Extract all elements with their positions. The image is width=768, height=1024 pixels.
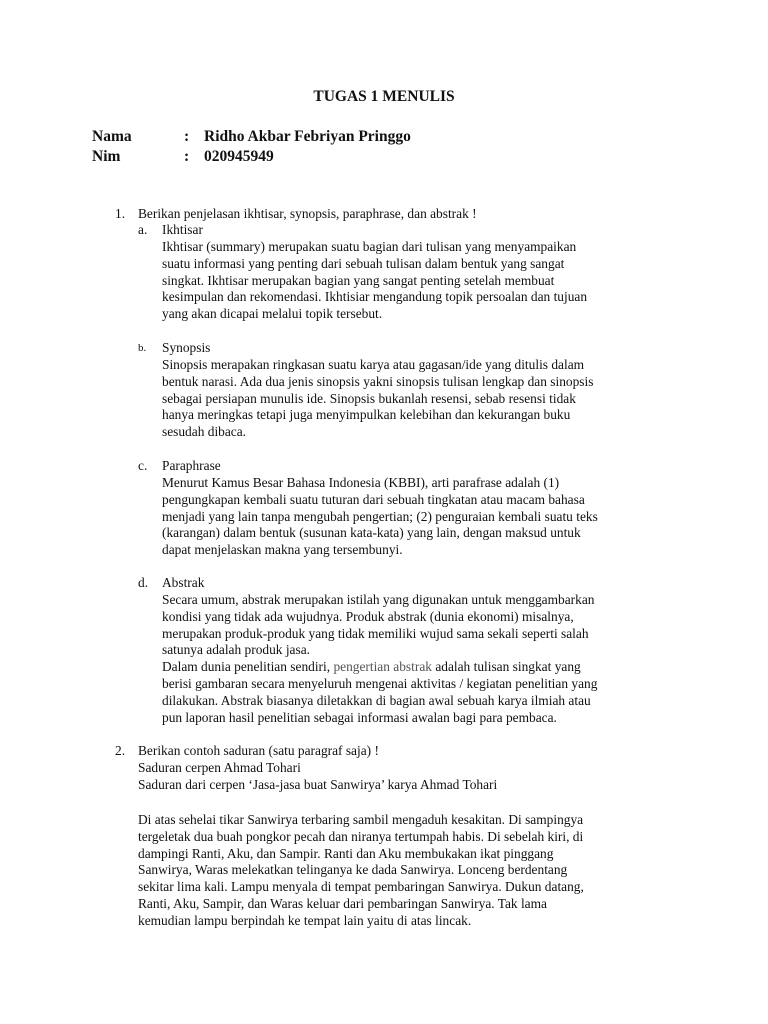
q1a-line: singkat. Ikhtisar merupakan bagian yang sangat penting setelah membuat [162, 272, 555, 288]
q1c-line: Menurut Kamus Besar Bahasa Indonesia (KBBI), arti parafrase adalah (1) [162, 475, 560, 490]
nim-label: Nim [92, 148, 121, 165]
q1b-line: bentuk narasi. Ada dua jenis sinopsis yakni sinopsis tulisan lengkap dan sinopsis [162, 373, 594, 389]
q1b-line: sebagai persiapan munulis ide. Sinopsis bukanlah resensi, sebab resensi tidak [162, 390, 576, 406]
q1b-line: sesudah dibaca. [162, 424, 247, 440]
q1d-line: Secara umum, abstrak merupakan istilah yang digunakan untuk menggambarkan [162, 592, 595, 607]
q1-number: 1. [115, 206, 126, 221]
q1b-heading: Synopsis [162, 340, 211, 355]
q1c-line: (karangan) dalam bentuk (susunan kata-kata) yang lain, dengan maksud untuk [162, 525, 581, 541]
q1a-heading: Ikhtisar [162, 222, 203, 237]
q1d-line-post: adalah tulisan singkat yang [431, 659, 581, 675]
q1b-marker: b. [138, 342, 147, 354]
pengertian-abstrak-link[interactable]: pengertian abstrak [333, 659, 432, 675]
q1b-line: hanya meringkas tetapi juga menyimpulkan kelebihan dan kekurangan buku [162, 407, 571, 423]
q1c-line: pengungkapan kembali suatu tuturan dari sebuah tingkatan atau macam bahasa [162, 491, 585, 507]
q1d-marker: d. [138, 575, 149, 590]
q1a-line: suatu informasi yang penting dari sebuah tulisan dalam bentuk yang sangat [162, 255, 565, 271]
q2-paragraph-line: dampingi Ranti, Aku, dan Sampir. Ranti dan Aku membukakan ikat pinggang [138, 845, 554, 861]
q2-question: Berikan contoh saduran (satu paragraf saja) ! [138, 743, 379, 758]
q1d-line: kondisi yang tidak ada wujudnya. Produk abstrak (dunia ekonomi) misalnya, [162, 608, 574, 624]
q1-question: Berikan penjelasan ikhtisar, synopsis, paraphrase, dan abstrak ! [138, 206, 477, 221]
q2-paragraph-line: Ranti, Aku, Sampir, dan Waras keluar dari pembaringan Sanwirya. Tak lama [138, 895, 547, 911]
q1d-line: pun laporan hasil penelitian sebagai informasi awalan bagi para pembaca. [162, 709, 557, 725]
q2-number: 2. [115, 743, 126, 758]
nama-label: Nama [92, 128, 132, 145]
q2-subtitle-2: Saduran dari cerpen ‘Jasa-jasa buat Sanwirya’ karya Ahmad Tohari [138, 777, 498, 792]
q1a-line: kesimpulan dan rekomendasi. Ikhtisiar mengandung topik persoalan dan tujuan [162, 289, 588, 305]
q2-paragraph-line: sekitar lima kali. Lampu menyala di tempat pembaringan Sanwirya. Dukun datang, [138, 879, 584, 895]
q1b-body [162, 357, 593, 441]
q2-paragraph-line: Di atas sehelai tikar Sanwirya terbaring sambil mengaduh kesakitan. Di sampingya [138, 812, 584, 827]
q1d-heading: Abstrak [162, 575, 205, 590]
q1d-line: satunya adalah produk jasa. [162, 642, 310, 658]
q1c-body [162, 475, 598, 559]
nama-value: Ridho Akbar Febriyan Pringgo [204, 128, 411, 145]
q1a-line: Ikhtisar (summary) merupakan suatu bagian dari tulisan yang menyampaikan [162, 239, 577, 254]
q2-paragraph [138, 812, 584, 930]
q1d-line: merupakan produk-produk yang tidak memiliki wujud sama sekali seperti salah [162, 625, 589, 641]
q1d-line-mixed [162, 659, 597, 676]
q1b-line: Sinopsis merapakan ringkasan suatu karya atau gagasan/ide yang ditulis dalam [162, 357, 585, 372]
q1c-line: dapat menjelaskan makna yang tersembunyi. [162, 542, 403, 558]
q2-subtitle-1: Saduran cerpen Ahmad Tohari [138, 760, 301, 775]
q1c-line: menjadi yang lain tanpa mengubah pengertian; (2) penguraian kembali suatu teks [162, 508, 598, 524]
q1d-body [162, 592, 597, 726]
q1a-line: yang akan dicapai melalui topik tersebut. [162, 306, 383, 322]
q1c-heading: Paraphrase [162, 458, 221, 473]
q1d-line: dilakukan. Abstrak biasanya diletakkan di bagian awal sebuah karya ilmiah atau [162, 692, 591, 708]
q1c-marker: c. [138, 458, 148, 473]
q1d-line: berisi gambaran secara menyeluruh mengenai aktivitas / kegiatan penelitian yang [162, 675, 598, 691]
q1a-body [162, 239, 587, 323]
q2-paragraph-line: kemudian lampu berpindah ke tempat lain yaitu di atas lincak. [138, 912, 472, 928]
document-title: TUGAS 1 MENULIS [313, 88, 455, 105]
nama-separator: : [184, 128, 190, 145]
nim-value: 020945949 [204, 148, 274, 165]
q1a-marker: a. [138, 222, 148, 237]
q2-paragraph-line: tergeletak dua buah pongkor pecah dan niranya tertumpah habis. Di sebelah kiri, di [138, 828, 584, 844]
nim-separator: : [184, 148, 190, 165]
q2-paragraph-line: Sanwirya, Waras melekatkan telinganya ke dada Sanwirya. Lonceng berdentang [138, 862, 568, 878]
q1d-line-pre: Dalam dunia penelitian sendiri, [162, 659, 334, 675]
